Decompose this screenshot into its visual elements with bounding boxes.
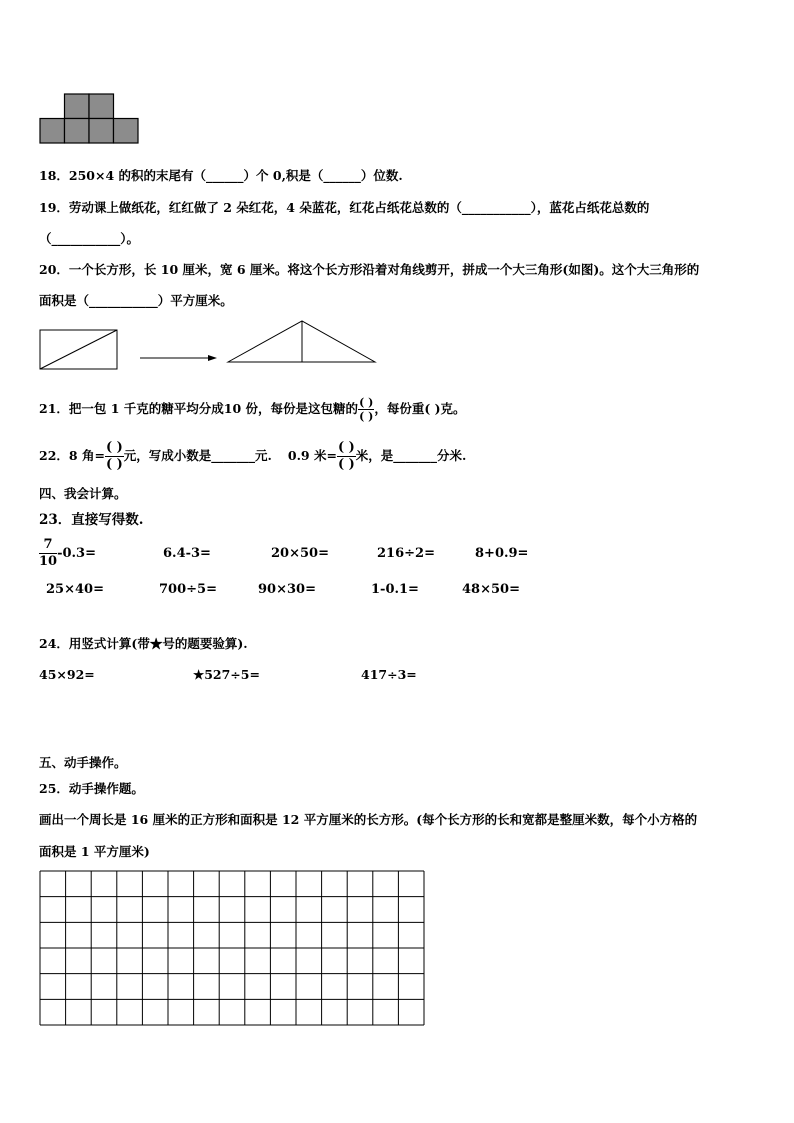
q19-number: 19． [39, 200, 69, 215]
q21-text-b: ，每份重( )克。 [374, 401, 466, 416]
q25-number: 25． [39, 781, 69, 796]
question-25 [39, 779, 144, 797]
q23-number: 23． [39, 512, 72, 528]
q23-row2-item2: 700÷5= [159, 582, 217, 597]
question-21 [39, 396, 466, 423]
q22-f1-numerator: ( ) [105, 440, 123, 455]
question-24 [39, 634, 248, 652]
rectangle-diagonal [40, 330, 117, 369]
q20-line2-text: 面积是（___________）平方厘米。 [39, 293, 233, 308]
q18-number: 18． [39, 168, 69, 183]
q24-number: 24． [39, 636, 69, 651]
q22-b2: 米，是_______分米. [355, 448, 467, 463]
q23-row2-item1: 25×40= [46, 582, 104, 597]
q23-row1-item3: 20×50= [271, 546, 329, 561]
q23-text: 直接写得数. [71, 512, 144, 528]
q19-line2 [39, 229, 139, 247]
question-23 [39, 508, 144, 528]
q20-figure [39, 320, 379, 365]
cube-block [114, 119, 139, 144]
arrow-head [208, 355, 217, 361]
q23-fraction [39, 537, 57, 570]
q23-row1-item1 [39, 537, 96, 570]
q25-grid[interactable] [39, 870, 425, 1026]
q19-line1: 劳动课上做纸花，红红做了 2 朵红花，4 朵蓝花，红花占纸花总数的（___________），蓝花占纸花总数的 [68, 200, 650, 215]
q22-b1: 0.9 米= [287, 448, 337, 463]
q22-f2-denominator: ( ) [337, 457, 355, 472]
cube-block [40, 119, 65, 144]
cube-block [89, 94, 114, 119]
q22-a1: 8 角= [68, 448, 105, 463]
q23-frac-denominator: 10 [39, 554, 58, 569]
q23-row2-item5: 48×50= [462, 582, 520, 597]
q25-line2: 面积是 1 平方厘米) [39, 844, 150, 859]
question-18 [39, 166, 403, 184]
q25-line1: 画出一个周长是 16 厘米的正方形和面积是 12 平方厘米的长方形。(每个长方形的长和宽都是整厘米数，每个小方格的 [39, 812, 698, 827]
section-4-heading: 四、我会计算。 [39, 486, 127, 501]
q23-row2-item4: 1-0.1= [371, 582, 419, 597]
q23-row2-item3: 90×30= [258, 582, 316, 597]
q24-text: 用竖式计算(带★号的题要验算). [68, 636, 248, 651]
q23-row1-item5: 8+0.9= [475, 546, 529, 561]
q22-f1-denominator: ( ) [105, 457, 123, 472]
cube-block [65, 94, 90, 119]
q22-fraction-1 [105, 440, 124, 473]
question-19 [39, 198, 649, 216]
q23-row1-item2: 6.4-3= [163, 546, 211, 561]
q21-frac-denominator: ( ) [359, 410, 374, 423]
q20-line1: 一个长方形，长 10 厘米，宽 6 厘米。将这个长方形沿着对角线剪开，拼成一个大三角形(如图)。这个大三角形的 [68, 262, 700, 277]
q21-text-a: 把一包 1 千克的糖平均分成10 份，每份是这包糖的 [68, 401, 359, 416]
q21-number: 21． [39, 401, 69, 416]
q20-number: 20． [39, 262, 69, 277]
question-20 [39, 260, 699, 278]
q23-row1-item4: 216÷2= [377, 546, 435, 561]
q23-row1-item1-rest: -0.3= [57, 546, 96, 561]
question-22 [39, 440, 466, 473]
cube-block [89, 119, 114, 144]
block-figure [39, 90, 139, 150]
q21-fraction [358, 396, 374, 423]
q18-text: 250×4 的积的末尾有（______）个 0,积是（______）位数. [68, 168, 403, 183]
q19-line2-text: （___________）。 [39, 231, 140, 246]
q24-item1: 45×92= [39, 667, 95, 682]
q23-frac-numerator: 7 [39, 537, 57, 554]
q22-a2: 元，写成小数是_______元. [123, 448, 272, 463]
q24-item3: 417÷3= [361, 667, 417, 682]
q24-item2: ★527÷5= [193, 667, 260, 682]
section-5-heading: 五、动手操作。 [39, 755, 127, 770]
q21-frac-numerator: ( ) [359, 396, 374, 409]
q20-line2 [39, 291, 233, 309]
q22-number: 22． [39, 448, 69, 463]
q22-f2-numerator: ( ) [337, 440, 355, 455]
cube-block [65, 119, 90, 144]
q22-fraction-2 [337, 440, 356, 473]
q25-text: 动手操作题。 [68, 781, 144, 796]
